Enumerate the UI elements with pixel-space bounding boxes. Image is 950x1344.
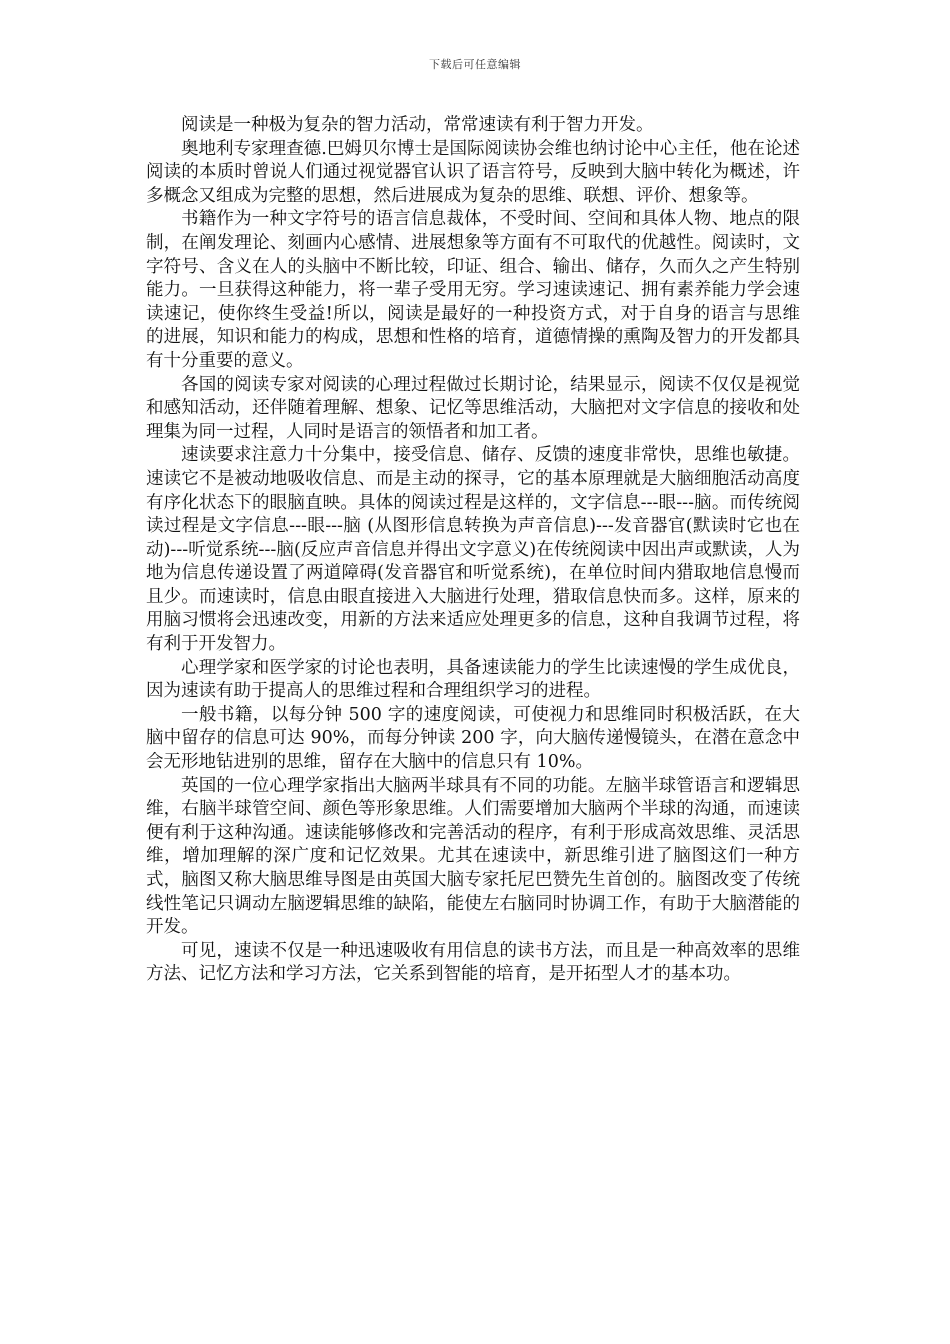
paragraph-5: 速读要求注意力十分集中，接受信息、储存、反馈的速度非常快，思维也敏捷。速读它不是被动地吸收信息、而是主动的探寻，它的基本原理就是大脑细胞活动高度有序化状态下的眼脑直映。具体的阅读过程是这样的，文字信息---眼---脑。而传统阅读过程是文字信息---眼---脑 (从图形信息转换为声音信息)---发音器官(默读时它也在动)---听觉系统---脑(反应声音信息并得出文字意义)在传统阅读中因出声或默读，人为地为信息传递设置了两道障碍(发音器官和听觉系统)，在单位时间内猎取地信息慢而且少。而速读时，信息由眼直接进入大脑进行处理，猎取信息快而多。这样，原来的用脑习惯将会迅速改变，用新的方法来适应处理更多的信息，这种自我调节过程，将有利于开发智力。 <box>146 445 800 655</box>
paragraph-8: 英国的一位心理学家指出大脑两半球具有不同的功能。左脑半球管语言和逻辑思维，右脑半球管空间、颜色等形象思维。人们需要增加大脑两个半球的沟通，而速读便有利于这种沟通。速读能够修改和完善活动的程序，有利于形成高效思维、灵活思维，增加理解的深广度和记忆效果。尤其在速读中，新思维引进了脑图这们一种方式，脑图又称大脑思维导图是由英国大脑专家托尼巴赞先生首创的。脑图改变了传统线性笔记只调动左脑逻辑思维的缺陷，能使左右脑同时协调工作，有助于大脑潜能的开发。 <box>146 775 800 938</box>
document-body <box>146 114 800 987</box>
paragraph-2: 奥地利专家理查德.巴姆贝尔博士是国际阅读协会维也纳讨论中心主任，他在论述阅读的本质时曾说人们通过视觉器官认识了语言符号，反映到大脑中转化为概述，许多概念又组成为完整的思想，然后进展成为复杂的思维、联想、评价、想象等。 <box>146 138 800 206</box>
paragraph-4: 各国的阅读专家对阅读的心理过程做过长期讨论，结果显示，阅读不仅仅是视觉和感知活动，还伴随着理解、想象、记忆等思维活动，大脑把对文字信息的接收和处理集为同一过程，人同时是语言的领悟者和加工者。 <box>146 374 800 442</box>
page-header: 下载后可任意编辑 <box>429 58 521 71</box>
paragraph-9: 可见，速读不仅是一种迅速吸收有用信息的读书方法，而且是一种高效率的思维方法、记忆方法和学习方法，它关系到智能的培育，是开拓型人才的基本功。 <box>146 940 800 985</box>
paragraph-3: 书籍作为一种文字符号的语言信息裁体，不受时间、空间和具体人物、地点的限制，在阐发理论、刻画内心感情、进展想象等方面有不可取代的优越性。阅读时，文字符号、含义在人的头脑中不断比较，印证、组合、输出、储存，久而久之产生特别能力。一旦获得这种能力，将一辈子受用无穷。学习速读速记、拥有素养能力学会速读速记，使你终生受益!所以，阅读是最好的一种投资方式，对于自身的语言与思维的进展，知识和能力的构成，思想和性格的培育，道德情操的熏陶及智力的开发都具有十分重要的意义。 <box>146 209 800 371</box>
paragraph-1: 阅读是一种极为复杂的智力活动，常常速读有利于智力开发。 <box>181 115 654 135</box>
paragraph-6: 心理学家和医学家的讨论也表明，具备速读能力的学生比读速慢的学生成优良，因为速读有助于提高人的思维过程和合理组织学习的进程。 <box>146 657 800 702</box>
paragraph-7: 一般书籍，以每分钟 500 字的速度阅读，可使视力和思维同时积极活跃，在大脑中留存的信息可达 90%，而每分钟读 200 字，向大脑传递慢镜头，在潜在意念中会无形地钻进别的思维，留存在大脑中的信息只有 10%。 <box>146 704 800 773</box>
